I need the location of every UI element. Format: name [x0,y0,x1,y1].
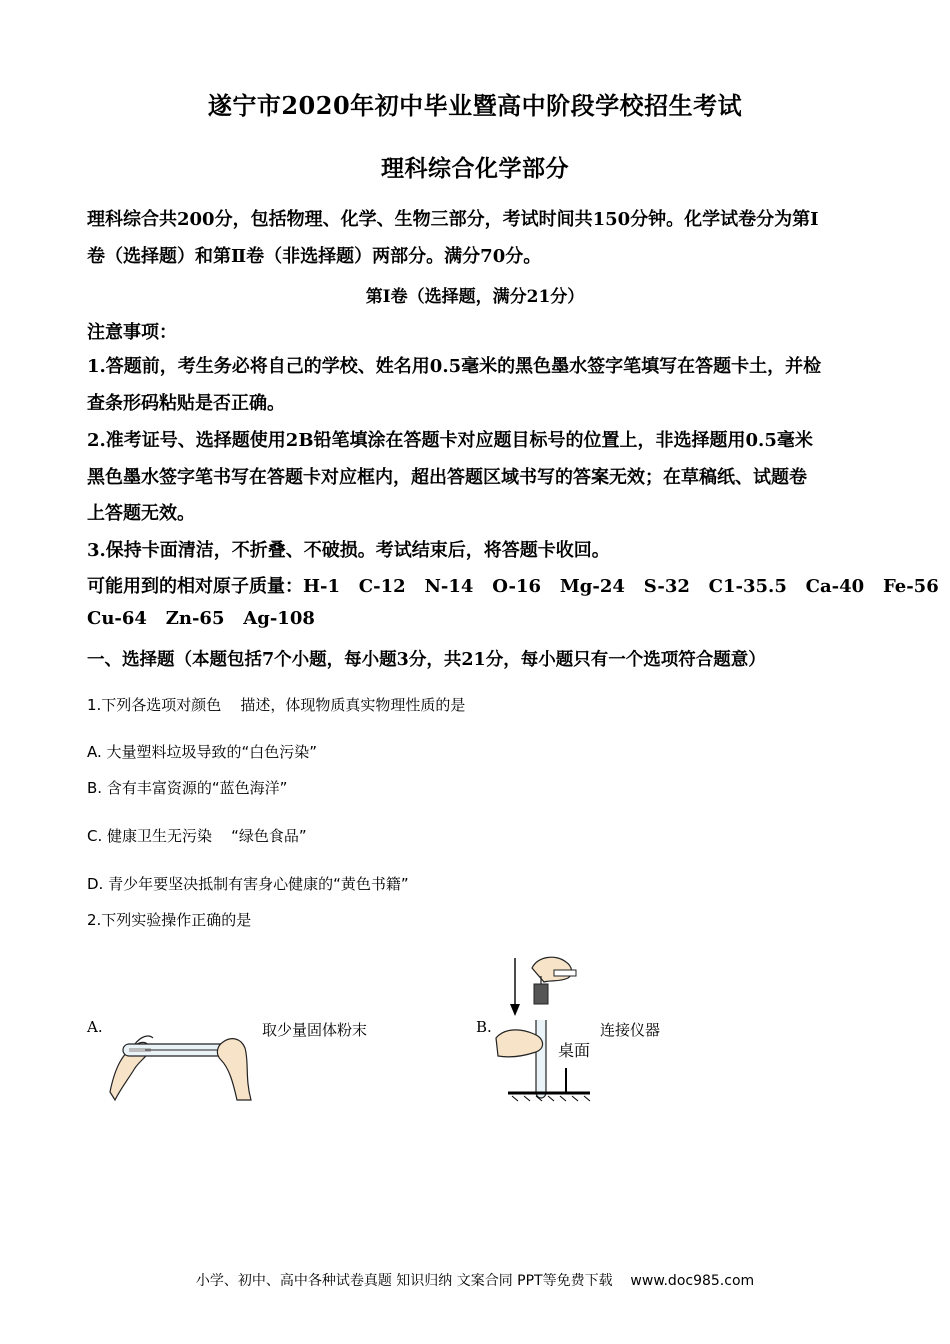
q1-option-b: B. 含有丰富资源的“蓝色海洋” [87,779,288,797]
note-3: 3.保持卡面清洁，不折叠、不破损。考试结束后，将答题卡收回。 [87,540,610,561]
note-2-line-3: 上答题无效。 [87,503,195,524]
note-1-line-2: 查条形码粘贴是否正确。 [87,393,285,414]
atomic-masses-line-2: Cu-64 Zn-65 Ag-108 [87,608,315,629]
note-2-line-1: 2.准考证号、选择题使用2B铅笔填涂在答题卡对应题目标号的位置上，非选择题用0.5毫米 [87,430,813,451]
q2-option-a-label: A. [87,1018,103,1036]
q2-option-a-caption: 取少量固体粉末 [262,1021,368,1039]
notes-heading: 注意事项： [87,322,177,343]
intro-line-1: 理科综合共200分，包括物理、化学、生物三部分，考试时间共150分钟。化学试卷分为第I [87,209,819,230]
exam-subtitle: 理科综合化学部分 [381,155,569,182]
intro-line-2: 卷（选择题）和第Ⅱ卷（非选择题）两部分。满分70分。 [87,246,542,267]
q1-option-c: C. 健康卫生无污染 “绿色食品” [87,827,307,845]
q1-option-d: D. 青少年要坚决抵制有害身心健康的“黄色书籍” [87,875,409,893]
atomic-masses-line-1: 可能用到的相对原子质量：H-1 C-12 N-14 O-16 Mg-24 S-32 C1-35.5 Ca-40 Fe-56 [87,576,939,597]
part1-heading: 一、选择题（本题包括7个小题，每小题3分，共21分，每小题只有一个选项符合题意） [87,650,766,670]
q2-option-b-figure [490,950,590,1102]
note-2-line-2: 黑色墨水签字笔书写在答题卡对应框内，超出答题区域书写的答案无效；在草稿纸、试题卷 [87,467,807,488]
footer-text: 小学、初中、高中各种试卷真题 知识归纳 文案合同 PPT等免费下载 www.doc985.com [195,1273,755,1289]
section-heading: 第I卷（选择题，满分21分） [365,287,585,307]
q1-stem: 1.下列各选项对颜色 描述，体现物质真实物理性质的是 [87,696,466,714]
q2-stem: 2.下列实验操作正确的是 [87,911,252,929]
q2-option-b-caption: 连接仪器 [600,1021,661,1039]
q2-option-a-figure [105,1022,255,1102]
q2-option-b-label: B. [476,1018,492,1036]
q1-option-a: A. 大量塑料垃圾导致的“白色污染” [87,743,318,761]
exam-title: 遂宁市2020年初中毕业暨高中阶段学校招生考试 [207,91,743,120]
note-1-line-1: 1.答题前，考生务必将自己的学校、姓名用0.5毫米的黑色墨水签字笔填写在答题卡土，并检 [87,356,822,377]
q2-option-b-table-label: 桌面 [558,1041,591,1060]
